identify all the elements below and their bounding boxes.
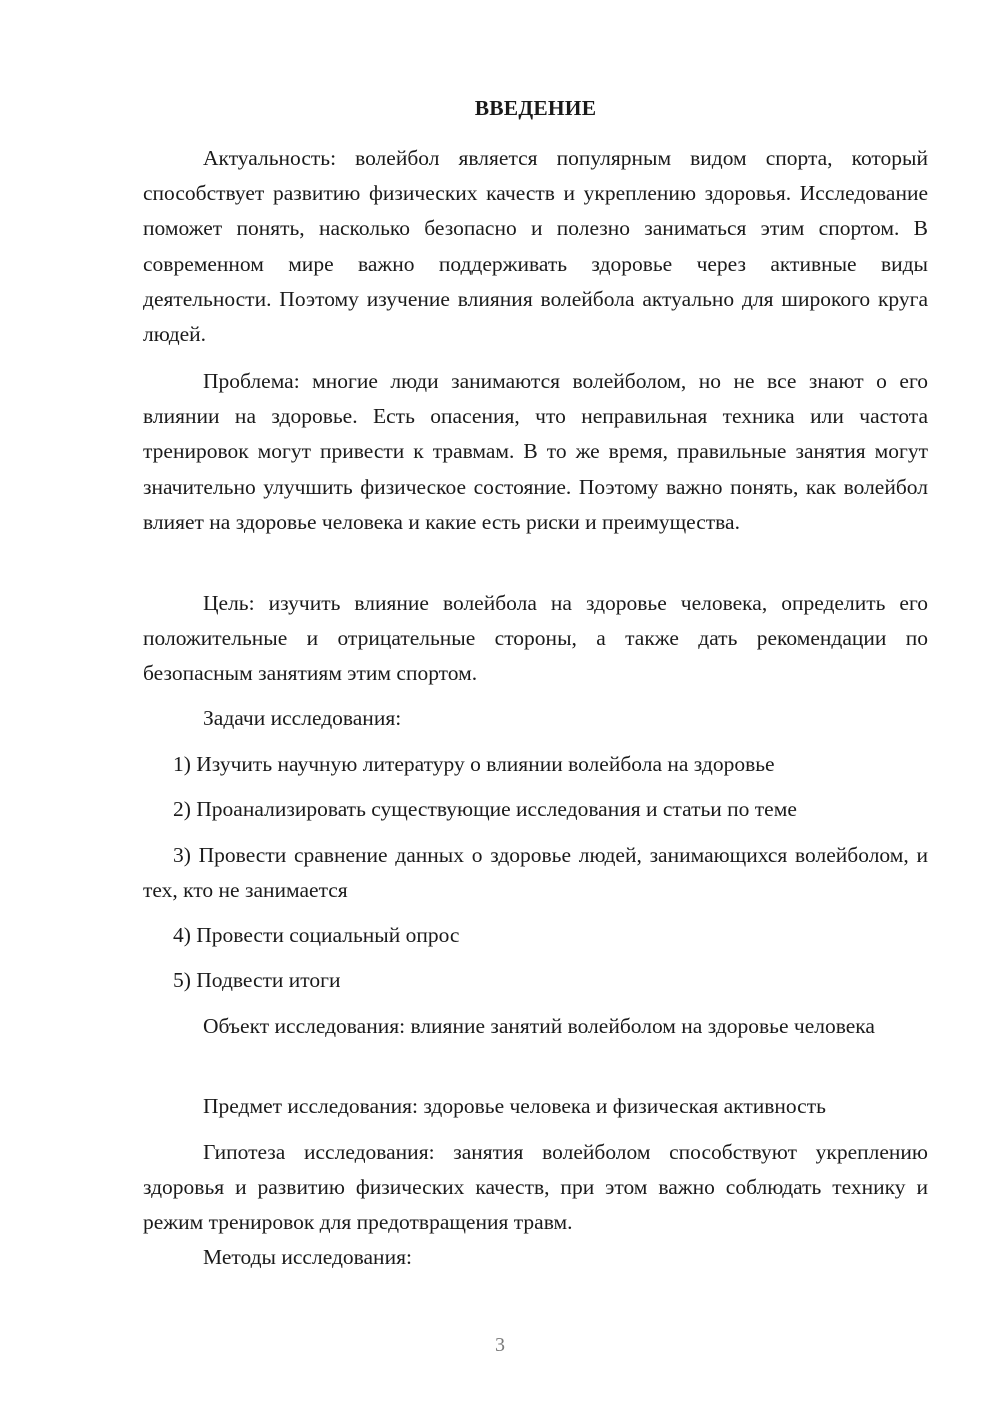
page-number: 3: [495, 1334, 505, 1356]
paragraph-problem: Проблема: многие люди занимаются волейболом, но не все знают о его влиянии на здоровье. Есть опасения, что неправильная техника или частота тренировок могут привести к травмам. В то же время, правильные занятия могут значительно улучшить физическое состояние. Поэтому важно понять, как волейбол влияет на здоровье человека и какие есть риски и преимущества.: [143, 369, 928, 534]
task-item-4: 4) Провести социальный опрос: [173, 923, 460, 947]
task-item-1: 1) Изучить научную литературу о влиянии волейбола на здоровье: [173, 752, 775, 776]
paragraph-object: Объект исследования: влияние занятий волейболом на здоровье человека: [203, 1014, 875, 1038]
tasks-heading: Задачи исследования:: [203, 706, 402, 730]
document-title: ВВЕДЕНИЕ: [474, 96, 597, 120]
task-item-2: 2) Проанализировать существующие исследования и статьи по теме: [173, 797, 797, 821]
task-item-5: 5) Подвести итоги: [173, 968, 341, 992]
methods-heading: Методы исследования:: [203, 1245, 412, 1269]
paragraph-relevance: Актуальность: волейбол является популярным видом спорта, который способствует развитию физических качеств и укреплению здоровья. Исследование поможет понять, насколько безопасно и полезно заниматься этим спортом. В современном мире важно поддерживать здоровье через активные виды деятельности. Поэтому изучение влияния волейбола актуально для широкого круга людей.: [143, 146, 928, 347]
paragraph-goal: Цель: изучить влияние волейбола на здоровье человека, определить его положительные и отрицательные стороны, а также дать рекомендации по безопасным занятиям этим спортом.: [143, 591, 928, 686]
task-item-3: 3) Провести сравнение данных о здоровье людей, занимающихся волейболом, и тех, кто не занимается: [143, 843, 928, 903]
paragraph-subject: Предмет исследования: здоровье человека и физическая активность: [203, 1094, 826, 1118]
paragraph-hypothesis: Гипотеза исследования: занятия волейболом способствуют укреплению здоровья и развитию физических качеств, при этом важно соблюдать технику и режим тренировок для предотвращения травм.: [143, 1140, 928, 1235]
